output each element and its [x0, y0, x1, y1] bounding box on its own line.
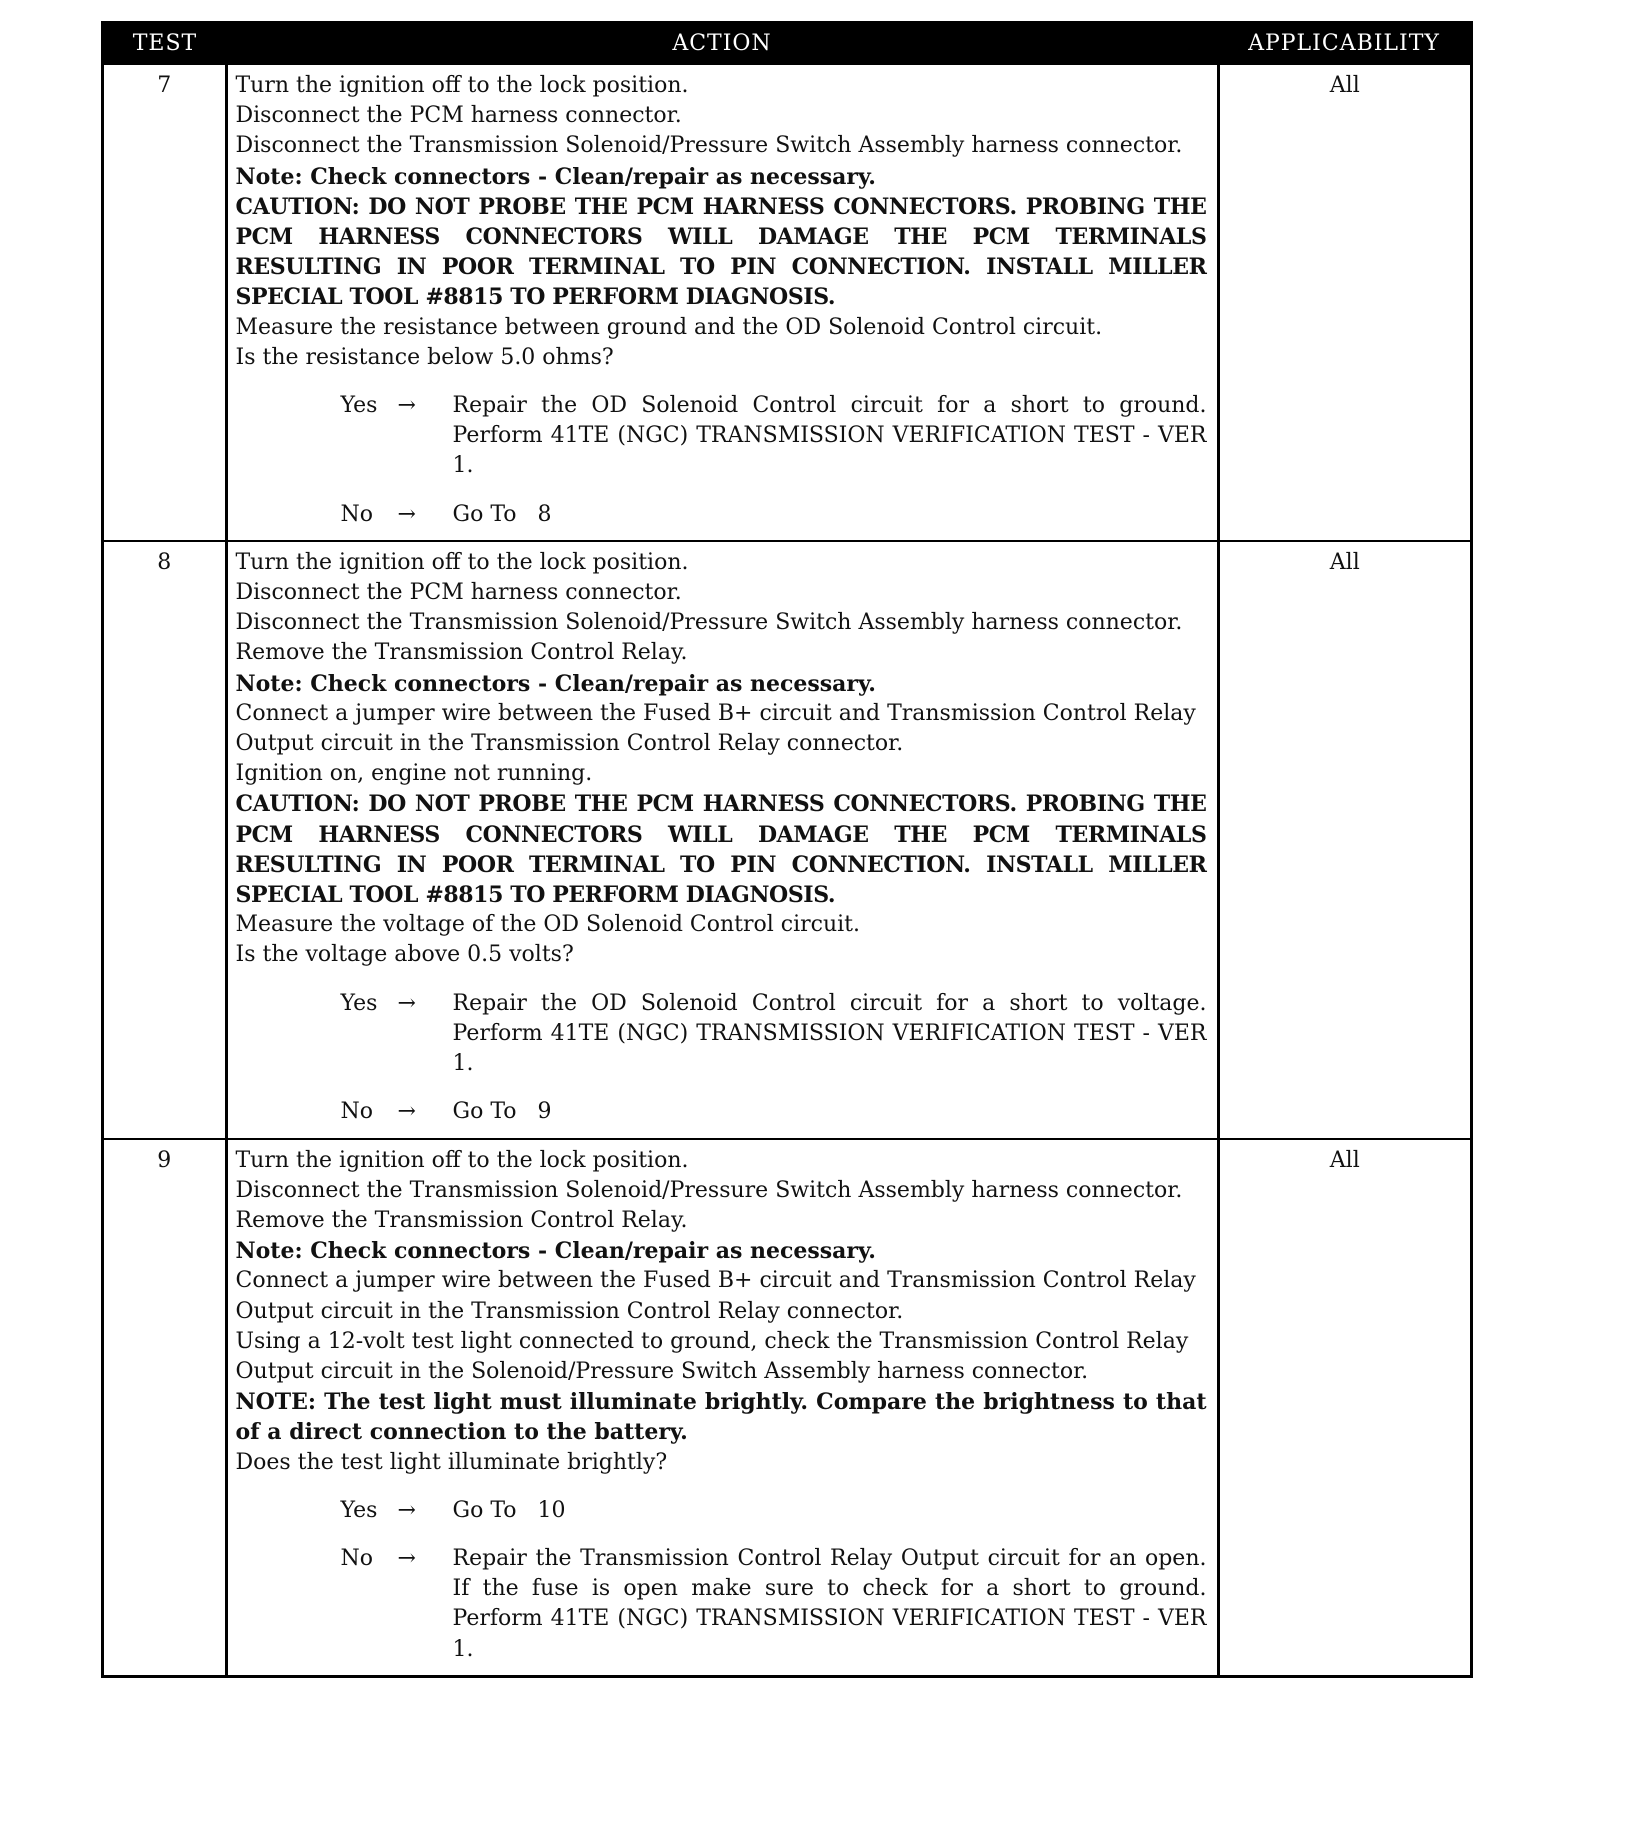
result-no	[341, 1097, 1207, 1127]
no-action-text: Go To 8	[452, 501, 552, 527]
test-number: 7	[104, 64, 226, 541]
step-text: Measure the resistance between ground and the OD Solenoid Control circuit.	[235, 314, 1103, 340]
test-number: 8	[104, 541, 226, 1139]
yes-action-text: Go To 10	[452, 1497, 566, 1523]
step-text: Ignition on, engine not running.	[235, 761, 593, 787]
header-applicability: APPLICABILITY	[1218, 24, 1470, 64]
yes-action-text: Repair the OD Solenoid Control circuit for a short to ground. Perform 41TE (NGC) TRANSMISSION VERIFICATION TEST - VER 1.	[452, 393, 1207, 479]
step-text: Disconnect the Transmission Solenoid/Pressure Switch Assembly harness connector.	[235, 610, 1183, 636]
table-header-row	[104, 24, 1470, 64]
step-text: Turn the ignition off to the lock position.	[235, 1147, 689, 1173]
step-text: Using a 12-volt test light connected to ground, check the Transmission Control Relay	[235, 1328, 1189, 1354]
right-arrow-icon: →	[397, 501, 416, 527]
step-text: Output circuit in the Transmission Control Relay connector.	[235, 1298, 904, 1324]
note-text: Note: Check connectors - Clean/repair as necessary.	[235, 163, 876, 190]
no-label: No	[340, 1099, 373, 1125]
step-text: Output circuit in the Transmission Control Relay connector.	[235, 731, 904, 757]
right-arrow-icon: →	[397, 1099, 416, 1125]
applicability-value: All	[1218, 541, 1470, 1139]
diagnostic-table-sheet	[101, 21, 1473, 1678]
action-cell	[226, 541, 1218, 1139]
question-text: Is the resistance below 5.0 ohms?	[235, 344, 614, 370]
caution-text: CAUTION: DO NOT PROBE THE PCM HARNESS CONNECTORS. PROBING THE PCM HARNESS CONNECTORS WILL DAMAGE THE PCM TERMINALS RESULTING IN POOR TERMINAL TO PIN CONNECTION. INSTALL MILLER SPECIAL TOOL #8815 TO PERFORM DIAGNOSIS.	[235, 193, 1207, 311]
step-text: Remove the Transmission Control Relay.	[235, 1207, 688, 1233]
step-text: Measure the voltage of the OD Solenoid Control circuit.	[235, 912, 861, 938]
no-label: No	[340, 501, 373, 527]
header-test: TEST	[104, 24, 226, 64]
question-text: Is the voltage above 0.5 volts?	[235, 942, 574, 968]
test-number: 9	[104, 1139, 226, 1675]
step-text: Disconnect the PCM harness connector.	[235, 103, 682, 129]
applicability-value: All	[1218, 1139, 1470, 1675]
caution-text: CAUTION: DO NOT PROBE THE PCM HARNESS CONNECTORS. PROBING THE PCM HARNESS CONNECTORS WILL DAMAGE THE PCM TERMINALS RESULTING IN POOR TERMINAL TO PIN CONNECTION. INSTALL MILLER SPECIAL TOOL #8815 TO PERFORM DIAGNOSIS.	[235, 791, 1207, 909]
action-cell	[226, 1139, 1218, 1675]
step-text: Turn the ignition off to the lock position.	[235, 549, 689, 575]
no-action-text: Go To 9	[452, 1099, 552, 1125]
step-text: Connect a jumper wire between the Fused B+ circuit and Transmission Control Relay	[235, 700, 1196, 726]
note-text: Note: Check connectors - Clean/repair as necessary.	[235, 1238, 876, 1265]
no-label: No	[340, 1545, 373, 1571]
result-yes	[341, 1496, 1207, 1526]
table-row-test-8	[104, 541, 1470, 1139]
right-arrow-icon: →	[397, 393, 416, 419]
table-row-test-9	[104, 1139, 1470, 1675]
right-arrow-icon: →	[397, 1545, 416, 1571]
step-text: Disconnect the PCM harness connector.	[235, 580, 682, 606]
action-cell	[226, 64, 1218, 541]
result-no	[341, 1544, 1207, 1665]
yes-label: Yes	[340, 990, 378, 1016]
right-arrow-icon: →	[397, 990, 416, 1016]
step-text: Remove the Transmission Control Relay.	[235, 640, 688, 666]
note-text: Note: Check connectors - Clean/repair as necessary.	[235, 670, 876, 697]
yes-action-text: Repair the OD Solenoid Control circuit for a short to voltage. Perform 41TE (NGC) TRANSMISSION VERIFICATION TEST - VER 1.	[452, 990, 1207, 1077]
yes-label: Yes	[340, 393, 378, 419]
header-action: ACTION	[226, 24, 1218, 64]
result-no	[341, 500, 1207, 530]
step-text: Disconnect the Transmission Solenoid/Pressure Switch Assembly harness connector.	[235, 133, 1183, 159]
result-yes	[341, 391, 1207, 482]
no-action-text: Repair the Transmission Control Relay Output circuit for an open. If the fuse is open make sure to check for a short to ground. Perform 41TE (NGC) TRANSMISSION VERIFICATION TEST - VER 1.	[452, 1545, 1207, 1662]
step-text: Connect a jumper wire between the Fused B+ circuit and Transmission Control Relay	[235, 1268, 1196, 1294]
step-text: Turn the ignition off to the lock position.	[235, 73, 689, 98]
table-row-test-7	[104, 64, 1470, 541]
yes-label: Yes	[340, 1497, 378, 1523]
applicability-value: All	[1218, 64, 1470, 541]
diagnostic-test-table	[104, 24, 1470, 1675]
right-arrow-icon: →	[397, 1497, 416, 1523]
question-text: Does the test light illuminate brightly?	[235, 1449, 668, 1475]
step-text: Disconnect the Transmission Solenoid/Pressure Switch Assembly harness connector.	[235, 1177, 1183, 1203]
result-yes	[341, 989, 1207, 1080]
note-text: NOTE: The test light must illuminate brightly. Compare the brightness to that of a direct connection to the battery.	[235, 1389, 1207, 1446]
step-text: Output circuit in the Solenoid/Pressure Switch Assembly harness connector.	[235, 1358, 1089, 1384]
